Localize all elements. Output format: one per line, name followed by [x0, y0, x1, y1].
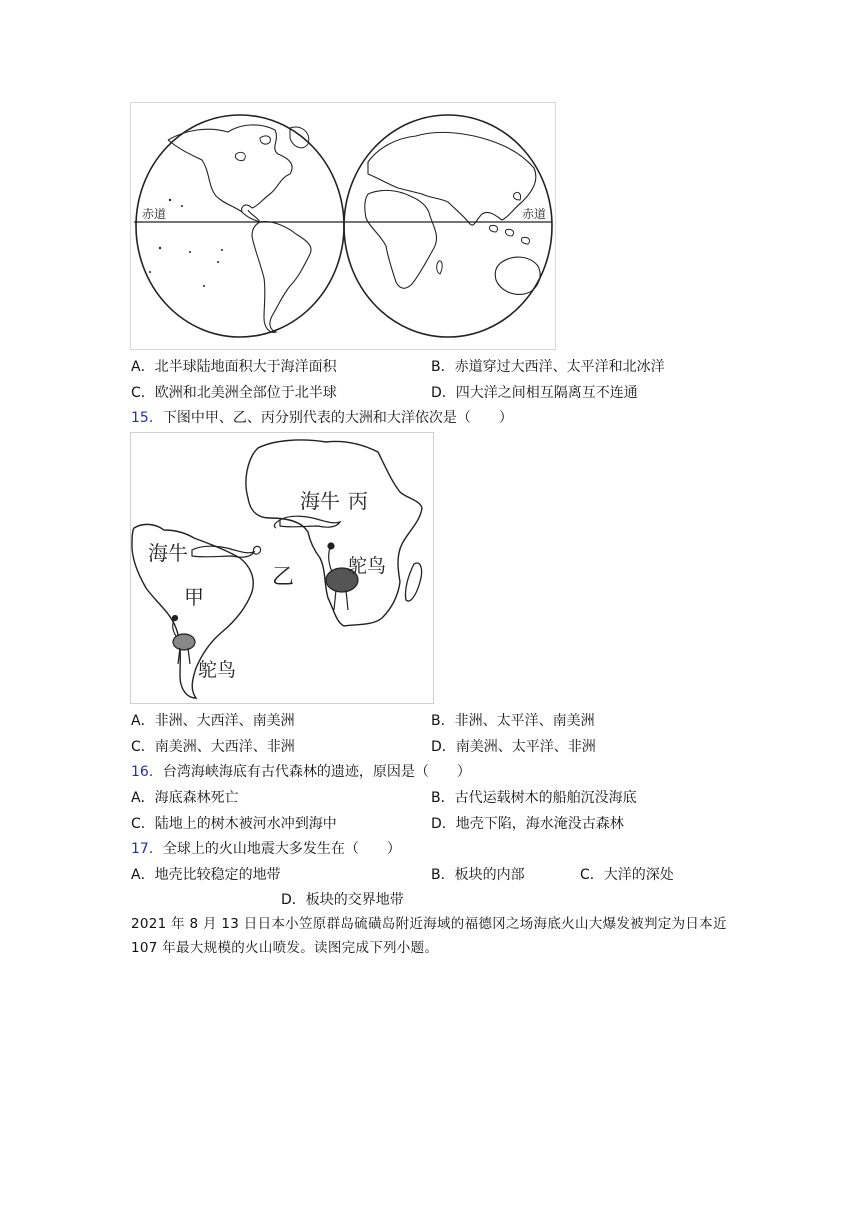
question-16-number: 16．	[131, 764, 163, 780]
hemispheres-map-svg	[130, 102, 556, 350]
q16-option-b[interactable]: B．古代运载树木的船舶沉没海底	[431, 790, 637, 806]
question-15	[131, 409, 513, 427]
q16-option-c[interactable]: C．陆地上的树木被河水冲到海中	[131, 816, 337, 832]
q15-option-a[interactable]: A．非洲、大西洋、南美洲	[131, 713, 295, 729]
q15-option-b[interactable]: B．非洲、太平洋、南美洲	[431, 713, 595, 729]
label-bing: 丙	[348, 489, 368, 513]
continents-map-svg	[130, 432, 434, 704]
question-16-stem: 台湾海峡海底有古代森林的遗迹，原因是（ ）	[162, 764, 471, 780]
q14-option-a[interactable]: A．北半球陆地面积大于海洋面积	[131, 359, 337, 375]
label-yi: 乙	[272, 565, 295, 590]
madagascar-outline	[405, 563, 421, 601]
question-16	[131, 763, 471, 781]
eastern-hemisphere-outline	[344, 115, 552, 337]
question-17-number: 17．	[131, 841, 163, 857]
equator-label-left: 赤道	[142, 207, 167, 221]
q15-option-d[interactable]: D．南美洲、太平洋、非洲	[431, 739, 596, 755]
manatee-figure-1	[274, 516, 340, 528]
q14-option-c[interactable]: C．欧洲和北美洲全部位于北半球	[131, 385, 337, 401]
label-manatee-2: 海牛	[148, 541, 188, 565]
label-manatee-1: 海牛	[300, 489, 340, 513]
africa-outline	[246, 440, 422, 626]
q16-option-a[interactable]: A．海底森林死亡	[131, 790, 239, 806]
africa-shape	[365, 190, 437, 288]
question-17-stem: 全球上的火山地震大多发生在（ ）	[162, 841, 401, 857]
eurasia-shape	[368, 132, 536, 225]
label-jia: 甲	[184, 585, 204, 609]
question-15-stem: 下图中甲、乙、丙分别代表的大洲和大洋依次是（ ）	[162, 410, 513, 426]
north-america-shape	[168, 125, 292, 222]
question-17	[131, 840, 401, 858]
label-ostrich-1: 鸵鸟	[348, 555, 387, 577]
q17-option-c[interactable]: C．大洋的深处	[580, 867, 674, 883]
question-15-number: 15．	[131, 410, 163, 426]
label-ostrich-2: 鸵鸟	[198, 659, 237, 681]
continents-map-figure	[130, 432, 434, 704]
intro-paragraph: 2021 年 8 月 13 日日本小笠原群岛硫磺岛附近海域的福德冈之场海底火山大爆发被判定为日本近 107 年最大规模的火山喷发。读图完成下列小题。	[131, 916, 727, 956]
hemispheres-map-figure	[130, 102, 556, 350]
q17-option-b[interactable]: B．板块的内部	[431, 867, 525, 883]
western-hemisphere-outline	[136, 115, 344, 337]
q14-option-b[interactable]: B．赤道穿过大西洋、太平洋和北冰洋	[431, 359, 665, 375]
ostrich-figure-2	[173, 616, 196, 665]
q17-option-d[interactable]: D．板块的交界地带	[281, 892, 404, 908]
q17-option-a[interactable]: A．地壳比较稳定的地带	[131, 867, 281, 883]
q16-option-d[interactable]: D．地壳下陷，海水淹没古森林	[431, 816, 624, 832]
q14-option-d[interactable]: D．四大洋之间相互隔离互不连通	[431, 385, 638, 401]
equator-label-right: 赤道	[522, 207, 547, 221]
q15-option-c[interactable]: C．南美洲、大西洋、非洲	[131, 739, 295, 755]
